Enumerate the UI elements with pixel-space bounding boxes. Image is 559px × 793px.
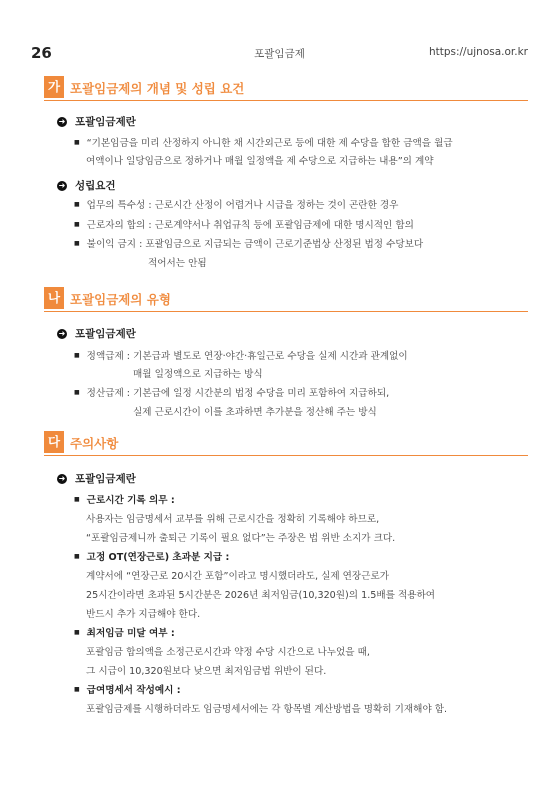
arrow-right-icon: ➜ (58, 181, 66, 190)
page-header (31, 44, 528, 64)
caution-line: 포괄임금 합의액을 소정근로시간과 약정 수당 시간으로 나누었을 때, (86, 647, 370, 658)
type-line: 매월 일정액으로 지급하는 방식 (133, 369, 263, 380)
section-heading-da (44, 431, 528, 456)
section-title: 포괄임금제의 개념 및 성립 요건 (70, 81, 245, 96)
caution-line: 포괄임금제를 시행하더라도 임금명세서에는 각 항목별 계산방법을 명확히 기재해야 함. (86, 704, 448, 715)
section-title: 포괄임금제의 유형 (70, 292, 171, 307)
page-number: 26 (31, 44, 52, 62)
section-heading-ga (44, 76, 528, 101)
type-line: ■ 정산급제 : 기본급에 일정 시간분의 법정 수당을 미리 포함하여 지급하되, (74, 385, 389, 399)
group-heading: ➜ 포괄임금제란 (58, 116, 136, 128)
arrow-right-icon: ➜ (58, 329, 66, 338)
requirement-line: ■ 업무의 특수성 : 근로시간 산정이 어렵거나 시급을 정하는 것이 곤란한 경우 (74, 197, 398, 211)
arrow-right-icon: ➜ (58, 117, 66, 126)
section-label: 나 (44, 287, 64, 309)
caution-item-title: ■ 근로시간 기록 의무 : (74, 492, 175, 506)
definition-line: 여액이나 일당임금으로 정하거나 매월 일정액을 제 수당으로 지급하는 내용”의 계약 (86, 156, 434, 167)
running-title: 포괄임금제 (254, 48, 305, 60)
arrow-right-icon: ➜ (58, 474, 66, 483)
section-label: 가 (44, 76, 64, 98)
caution-line: 사용자는 임금명세서 교부를 위해 근로시간을 정확히 기록해야 하므로, (86, 514, 380, 525)
site-url[interactable]: https://ujnosa.or.kr (428, 46, 528, 58)
caution-line: “포괄임금제니까 출퇴근 기록이 필요 없다”는 주장은 법 위반 소지가 크다. (86, 533, 396, 544)
requirement-line: ■ 불이익 금지 : 포괄임금으로 지급되는 금액이 근로기준법상 산정된 법정 수당보다 (74, 236, 423, 250)
caution-item-title: ■ 급여명세서 작성예시 : (74, 682, 181, 696)
section-heading-na (44, 287, 528, 312)
requirement-line: 적어서는 안됨 (148, 258, 207, 269)
caution-line: 25시간이라면 초과된 5시간분은 2026년 최저임금(10,320원)의 1.5배를 적용하여 (86, 590, 436, 601)
section-label: 다 (44, 431, 64, 453)
group-heading: ➜ 포괄임금제란 (58, 328, 136, 340)
caution-line: 그 시급이 10,320원보다 낮으면 최저임금법 위반이 된다. (86, 666, 327, 677)
requirement-line: ■ 근로자의 합의 : 근로계약서나 취업규칙 등에 포괄임금제에 대한 명시적인 합의 (74, 217, 414, 231)
caution-item-title: ■ 최저임금 미달 여부 : (74, 625, 175, 639)
type-line: 실제 근로시간이 이를 초과하면 추가분을 정산해 주는 방식 (133, 407, 377, 418)
caution-line: 반드시 추가 지급해야 한다. (86, 609, 201, 620)
group-heading: ➜ 포괄임금제란 (58, 473, 136, 485)
definition-line: ■ “기본임금을 미리 산정하지 아니한 채 시간외근로 등에 대한 제 수당을 합한 금액을 월급 (74, 135, 453, 149)
group-heading: ➜ 성립요건 (58, 180, 116, 192)
caution-item-title: ■ 고정 OT(연장근로) 초과분 지급 : (74, 549, 229, 563)
type-line: ■ 정액급제 : 기본급과 별도로 연장·야간·휴일근로 수당을 실제 시간과 관계없이 (74, 348, 408, 362)
section-title: 주의사항 (70, 436, 119, 451)
caution-line: 계약서에 “연장근로 20시간 포함”이라고 명시했더라도, 실제 연장근로가 (86, 571, 389, 582)
